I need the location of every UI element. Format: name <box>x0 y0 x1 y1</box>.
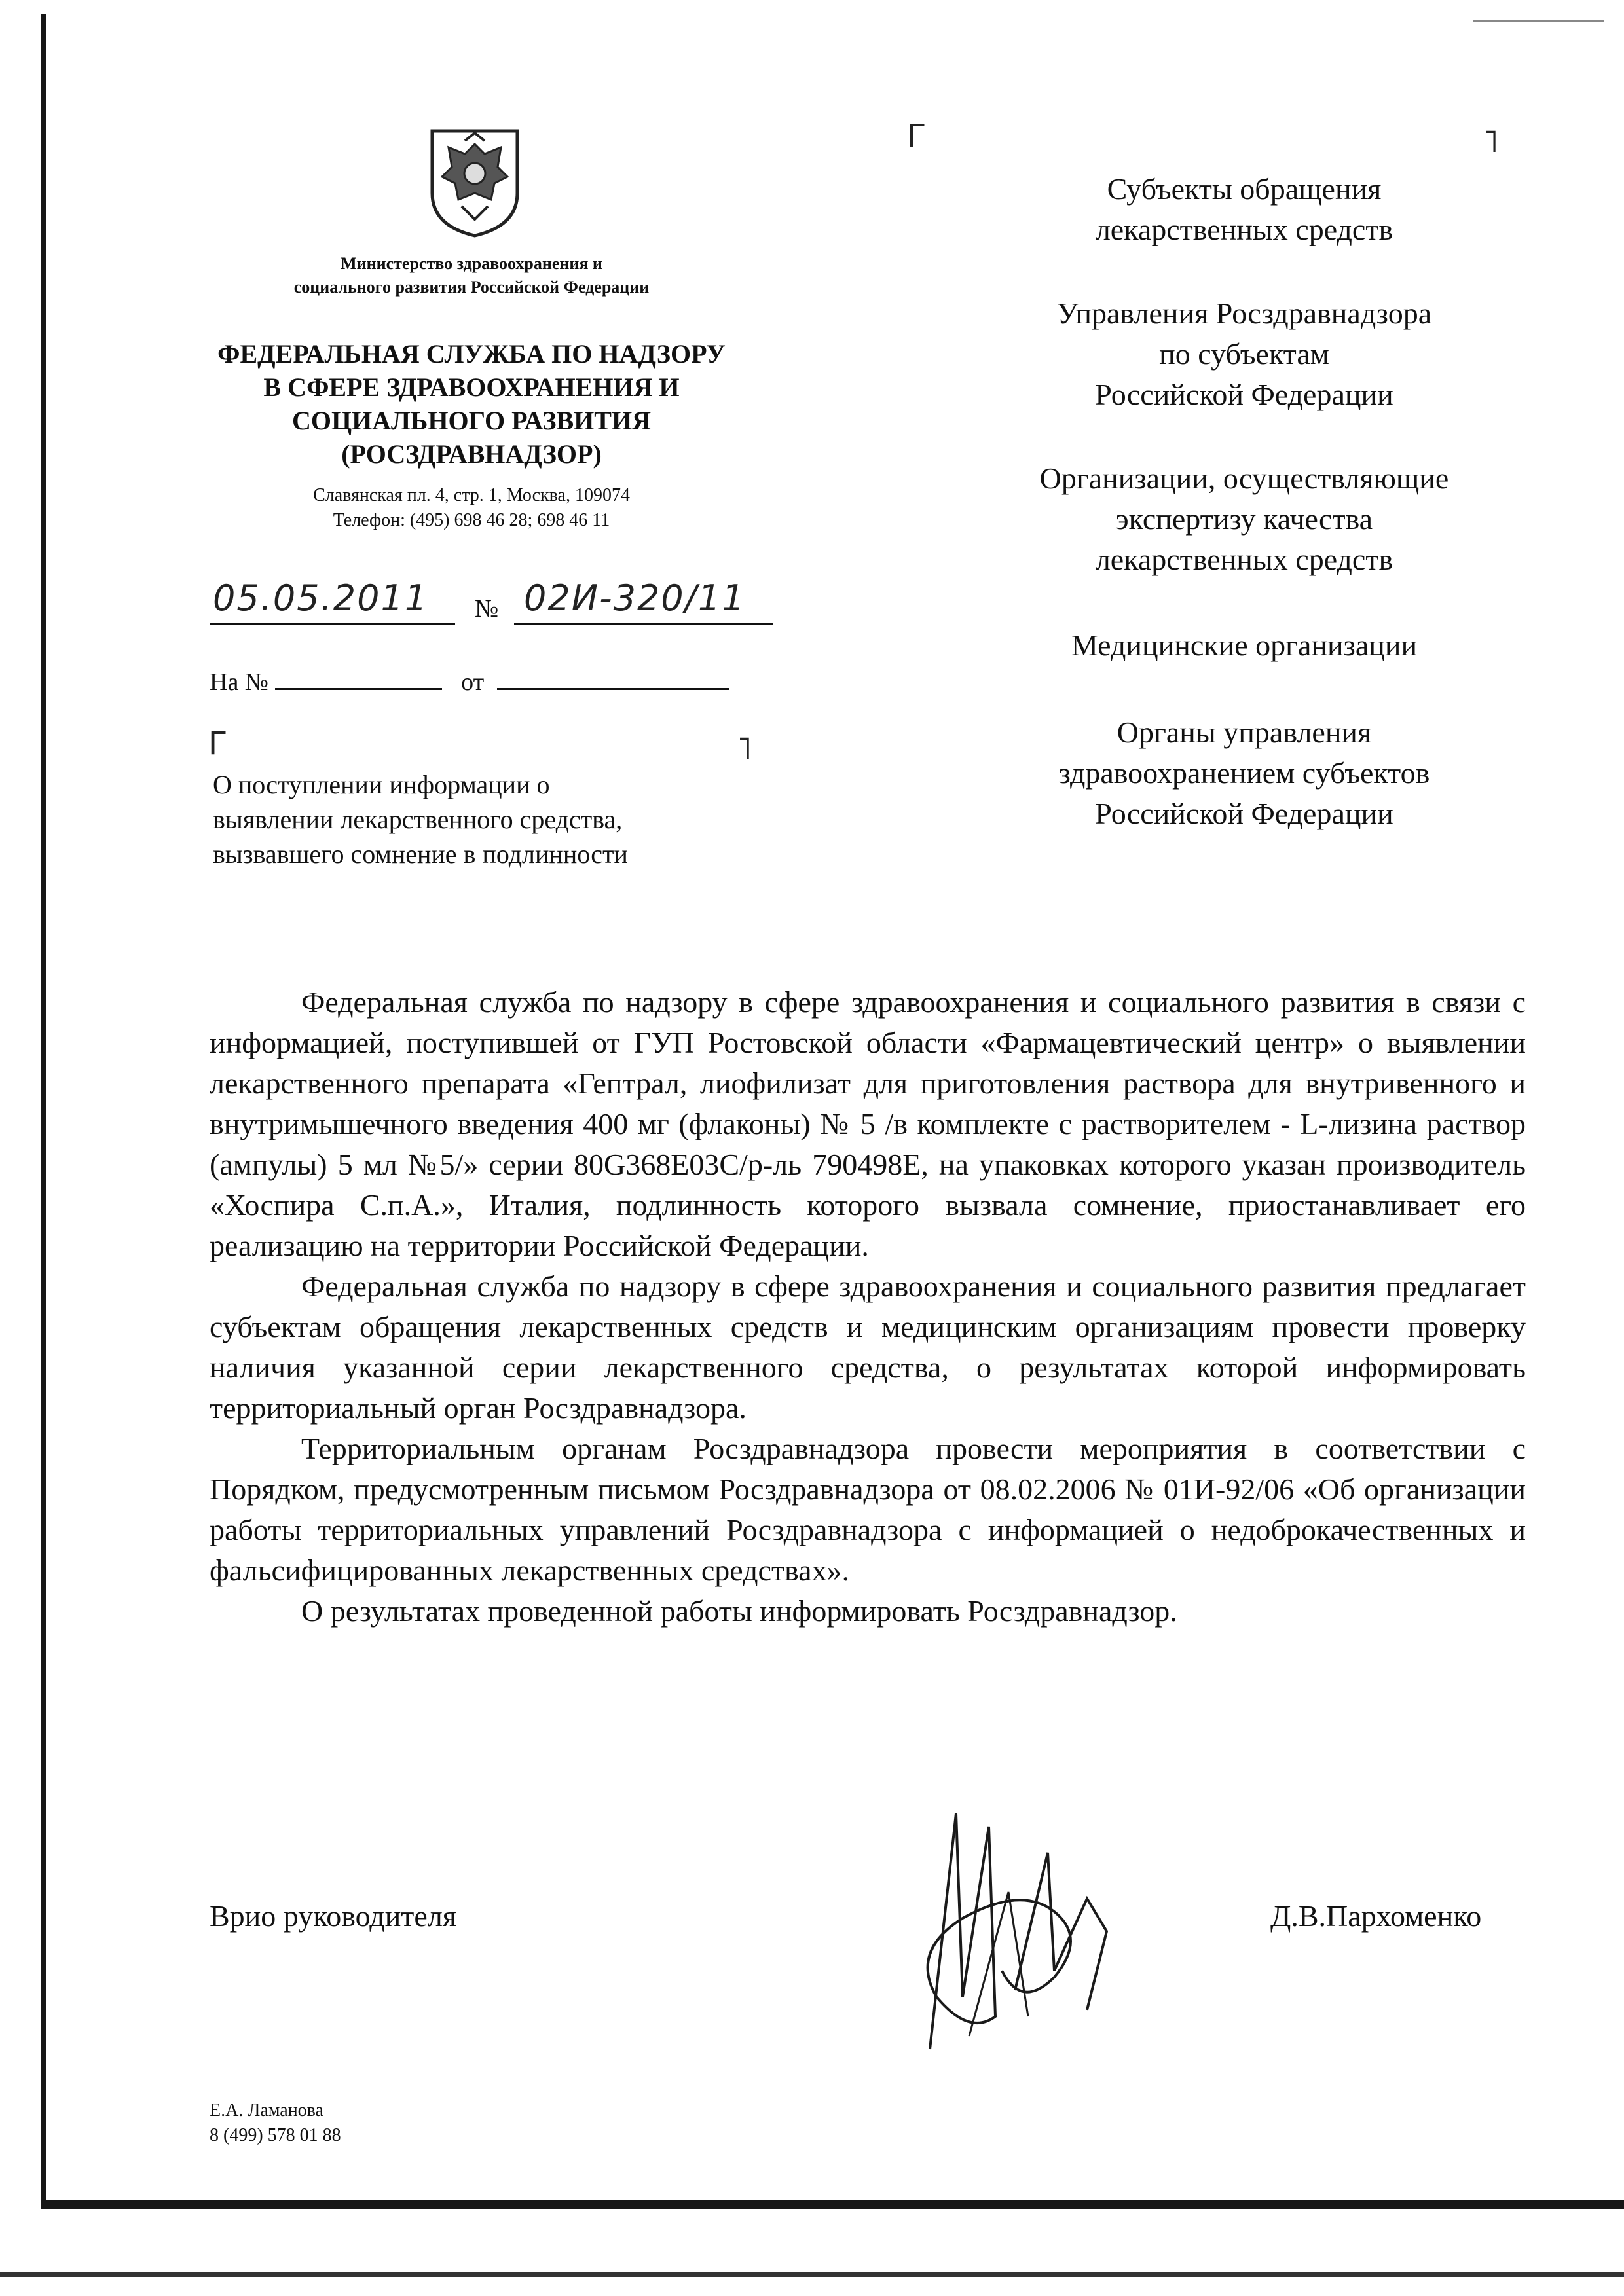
reply-label: На № <box>210 668 269 696</box>
addressee-line: здравоохранением субъектов <box>1058 756 1430 790</box>
page-border-left <box>41 14 46 2204</box>
subject-corner-left: Г <box>208 725 228 762</box>
ministry-line: Министерство здравоохранения и <box>341 254 602 273</box>
signatory-title: Врио руководителя <box>210 1899 456 1933</box>
addressee-group <box>917 712 1572 834</box>
executor-name: Е.А. Ламанова <box>210 2100 323 2121</box>
reply-from-label: от <box>461 668 485 696</box>
handwritten-signature-icon <box>891 1800 1139 2075</box>
addressee-line: Субъекты обращения <box>1107 172 1382 206</box>
service-name <box>164 337 779 471</box>
addressee-line: Органы управления <box>1116 716 1372 749</box>
address-line: Телефон: (495) 698 46 28; 698 46 11 <box>333 510 610 530</box>
number-underline <box>514 623 773 625</box>
addressee-line: Управления Росздравнадзора <box>1056 297 1432 330</box>
subject-corner-right: ˥ <box>737 730 752 767</box>
addressee-line: Российской Федерации <box>1095 378 1393 411</box>
registration-number: 02И-320/11 <box>524 577 746 619</box>
reply-date-field <box>497 665 729 690</box>
number-label: № <box>475 595 499 623</box>
signatory-name: Д.В.Пархоменко <box>1270 1899 1482 1933</box>
addressee-line: лекарственных средств <box>1095 543 1393 576</box>
executor-info <box>210 2098 341 2148</box>
addressee-corner-left: Г <box>907 118 927 155</box>
address-line: Славянская пл. 4, стр. 1, Москва, 109074 <box>313 485 630 505</box>
subject-line: вызвавшего сомнение в подлинности <box>213 839 628 869</box>
executor-phone: 8 (499) 578 01 88 <box>210 2125 341 2145</box>
service-address <box>196 483 747 533</box>
ministry-name <box>196 252 747 299</box>
body-paragraph: Федеральная служба по надзору в сфере здравоохранения и социального развития в связи с информацией, поступившей от ГУП Ростовской области «Фармацевтический центр» о выявлении лекарственного препарата «Гептрал, лиофилизат для приготовления раствора для внутривенного и внутримышечного введения 400 мг (флаконы) № 5 /в комплекте с растворителем - L-лизина раствор (ампулы) 5 мл №5/» серии 80G368E03C/р-ль 790498E, на упаковках которого указан производитель «Хоспира С.п.А.», Италия, подлинность которого вызвала сомнение, приостанавливает его реализацию на территории Российской Федерации. <box>210 985 1526 1262</box>
scan-edge <box>0 2272 1624 2277</box>
addressee-line: Российской Федерации <box>1095 797 1393 830</box>
subject-line: О поступлении информации о <box>213 770 550 799</box>
ministry-line: социального развития Российской Федерации <box>293 278 650 297</box>
addressee-group <box>917 625 1572 666</box>
addressee-line: по субъектам <box>1159 337 1329 371</box>
letter-subject <box>213 767 737 871</box>
addressee-corner-right: ˥ <box>1483 123 1499 160</box>
body-paragraph: О результатах проведенной работы информировать Росздравнадзор. <box>301 1594 1177 1628</box>
addressee-group <box>917 169 1572 250</box>
service-line: В СФЕРЕ ЗДРАВООХРАНЕНИЯ И <box>263 373 680 402</box>
reply-reference <box>210 665 729 697</box>
service-line: (РОСЗДРАВНАДЗОР) <box>341 439 602 469</box>
addressee-line: лекарственных средств <box>1095 213 1393 246</box>
scan-mark <box>1473 20 1604 22</box>
addressee-line: Организации, осуществляющие <box>1039 462 1449 495</box>
page-border-bottom <box>41 2200 1624 2209</box>
registration-date: 05.05.2011 <box>213 577 429 619</box>
subject-line: выявлении лекарственного средства, <box>213 805 623 834</box>
coat-of-arms-icon <box>419 121 530 239</box>
addressee-line: Медицинские организации <box>1071 629 1418 662</box>
reply-number-field <box>275 665 442 690</box>
addressee-line: экспертизу качества <box>1115 502 1373 536</box>
service-line: ФЕДЕРАЛЬНАЯ СЛУЖБА ПО НАДЗОРУ <box>217 339 726 369</box>
addressee-group <box>917 458 1572 580</box>
addressee-group <box>917 293 1572 415</box>
service-line: СОЦИАЛЬНОГО РАЗВИТИЯ <box>292 406 651 435</box>
letter-body <box>210 982 1526 1631</box>
date-underline <box>210 623 455 625</box>
body-paragraph: Федеральная служба по надзору в сфере здравоохранения и социального развития предлагает субъектам обращения лекарственных средств и медицинским организациям провести проверку наличия указанной серии лекарственного средства, о результатах которой информировать территориальный орган Росздравнадзора. <box>210 1269 1526 1425</box>
body-paragraph: Территориальным органам Росздравнадзора провести мероприятия в соответствии с Порядком, предусмотренным письмом Росздравнадзора от 08.02.2006 № 01И-92/06 «Об организации работы территориальных управлений Росздравнадзора с информацией о недоброкачественных и фальсифицированных лекарственных средствах». <box>210 1432 1526 1587</box>
